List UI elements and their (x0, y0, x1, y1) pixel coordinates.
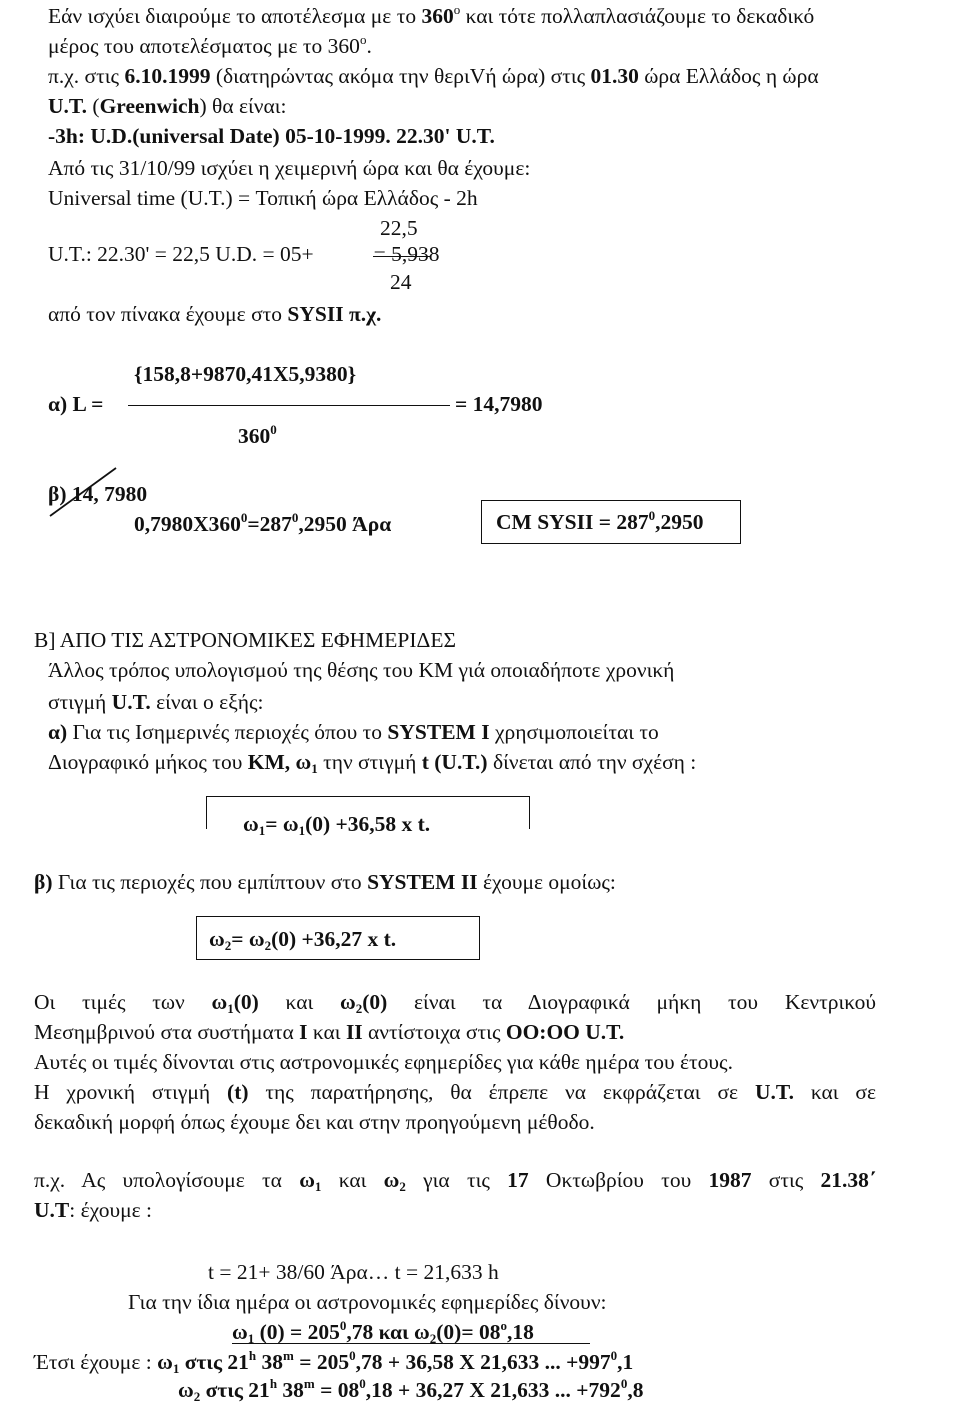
section-b-p3: α) Για τις Ισημερινές περιοχές όπου το SYSTEM I χρησιμοποιείται το (48, 720, 659, 744)
intro-line-7: Universal time (U.T.) = Τοπική ώρα Ελλάδος - 2h (48, 186, 478, 210)
intro-line-6: Από τις 31/10/99 ισχύει η χειμερινή ώρα και θα έχουμε: (48, 156, 531, 180)
example-line-6: Έτσι έχουμε : $\omega_1$ στις 21$^h$ $38^m = 205^0,78 + 36,58$ X 21,633 ... $+997^0,1$ (34, 1348, 634, 1376)
example-line-4: Για την ίδια ημέρα οι αστρονομικές εφημερίδες δίνουν: (128, 1290, 607, 1314)
example-line-3: t = 21+ 38/60 Άρα… t = 21,633 h (208, 1260, 499, 1284)
cm-result-box (481, 500, 741, 544)
para-line-3: Αυτές οι τιμές δίνονται στις αστρονομικές εφημερίδες για κάθε ημέρα του έτους. (34, 1050, 733, 1074)
example-line-5-underline (232, 1343, 590, 1344)
example-line-1: π.χ. Ας υπολογίσουμε τα $\omega_1$ και $\omega_2$ για τις 17 Οκτωβρίου του 1987 στις 21.38΄ (34, 1168, 877, 1194)
section-b-p2: στιγμή U.T. είναι ο εξής: (48, 690, 264, 714)
fraction-bar (373, 256, 431, 257)
formula-1: $\omega_1= \omega_1(0) +36,58$ x t. (243, 812, 431, 838)
example-line-5: $\omega_1$ $(0) = 205^0,78$ και $\omega_2(0)= 08^o,18$ (232, 1318, 534, 1346)
calc-b-line-2: $0,7980X360^0=287^0,2950$ Άρα (134, 510, 392, 536)
intro-line-9: από τον πίνακα έχουμε στο SYSII π.χ. (48, 302, 382, 326)
para-line-2: Μεσημβρινού στα συστήματα Ι και ΙΙ αντίστοιχα στις ΟΟ:ΟΟ U.T. (34, 1020, 625, 1044)
strike-mark (44, 462, 124, 522)
section-b-p5: β) Για τις περιοχές που εμπίπτουν στο SYSTEM II έχουμε ομοίως: (34, 870, 616, 894)
calc-result: = 14,7980 (455, 392, 543, 416)
section-b-heading: Β] ΑΠΟ ΤΙΣ ΑΣΤΡΟΝΟΜΙΚΕΣ ΕΦΗΜΕΡΙΔΕΣ (34, 628, 457, 652)
cm-result-text: CM SYSII = $287^0,2950$ (496, 508, 704, 534)
calc-b-label: β) 14, 7980 (48, 482, 148, 506)
calc-fraction-bar (128, 405, 450, 406)
intro-line-8: U.T.: 22.30' = 22,5 U.D. = 05+ = 5,938 (48, 242, 440, 266)
fraction-denominator: 24 (390, 270, 412, 294)
intro-line-3: π.χ. στις 6.10.1999 (διατηρώντας ακόμα την θεριVή ώρα) στις 01.30 ώρα Ελλάδος η ώρα (48, 64, 819, 88)
calc-numerator: {158,8+9870,41X5,9380} (134, 362, 357, 386)
para-line-5: δεκαδική μορφή όπως έχουμε δει και στην προηγούμενη μέθοδο. (34, 1110, 595, 1134)
intro-line-2: μέρος του αποτελέσματος με το $360^o$. (48, 32, 372, 58)
para-line-1: Οι τιμές των $\omega_1(0)$ και $\omega_2(0)$ είναι τα Διογραφικά μήκη του Κεντρικού (34, 990, 876, 1016)
formula-2: $\omega_2= \omega_2(0) +36,27$ x t. (209, 927, 397, 953)
calc-l-line: α) L = (48, 392, 104, 416)
para-line-4: Η χρονική στιγμή (t) της παρατήρησης, θα έπρεπε να εκφράζεται σε U.T. και σε (34, 1080, 877, 1104)
section-b-p4: Διογραφικό μήκος του ΚΜ, $\omega_1$ την στιγμή t (U.T.) δίνεται από την σχέση : (48, 750, 697, 776)
example-line-7: $\omega_2$ στις 21$^h$ $38^m = 08^0,18 + 36,27$ X 21,633 ... $+792^0,8$ (178, 1376, 644, 1404)
fraction-numerator: 22,5 (380, 216, 418, 240)
formula-2-box (196, 916, 480, 960)
intro-line-1: Εάν ισχύει διαιρούμε το αποτέλεσμα με το $360^o$ και τότε πολλαπλασιάζουμε το δεκαδικό (48, 2, 815, 28)
section-b-p1: Άλλος τρόπος υπολογισμού της θέσης του ΚΜ γιά οποιαδήποτε χρονική (48, 658, 675, 682)
calc-denominator: $360^0$ (238, 422, 277, 448)
intro-line-5: -3h: U.D.(universal Date) 05-10-1999. 22.30' U.T. (48, 124, 495, 148)
intro-line-4: U.T. (Greenwich) θα είναι: (48, 94, 287, 118)
example-line-2: U.T: έχουμε : (34, 1198, 152, 1222)
